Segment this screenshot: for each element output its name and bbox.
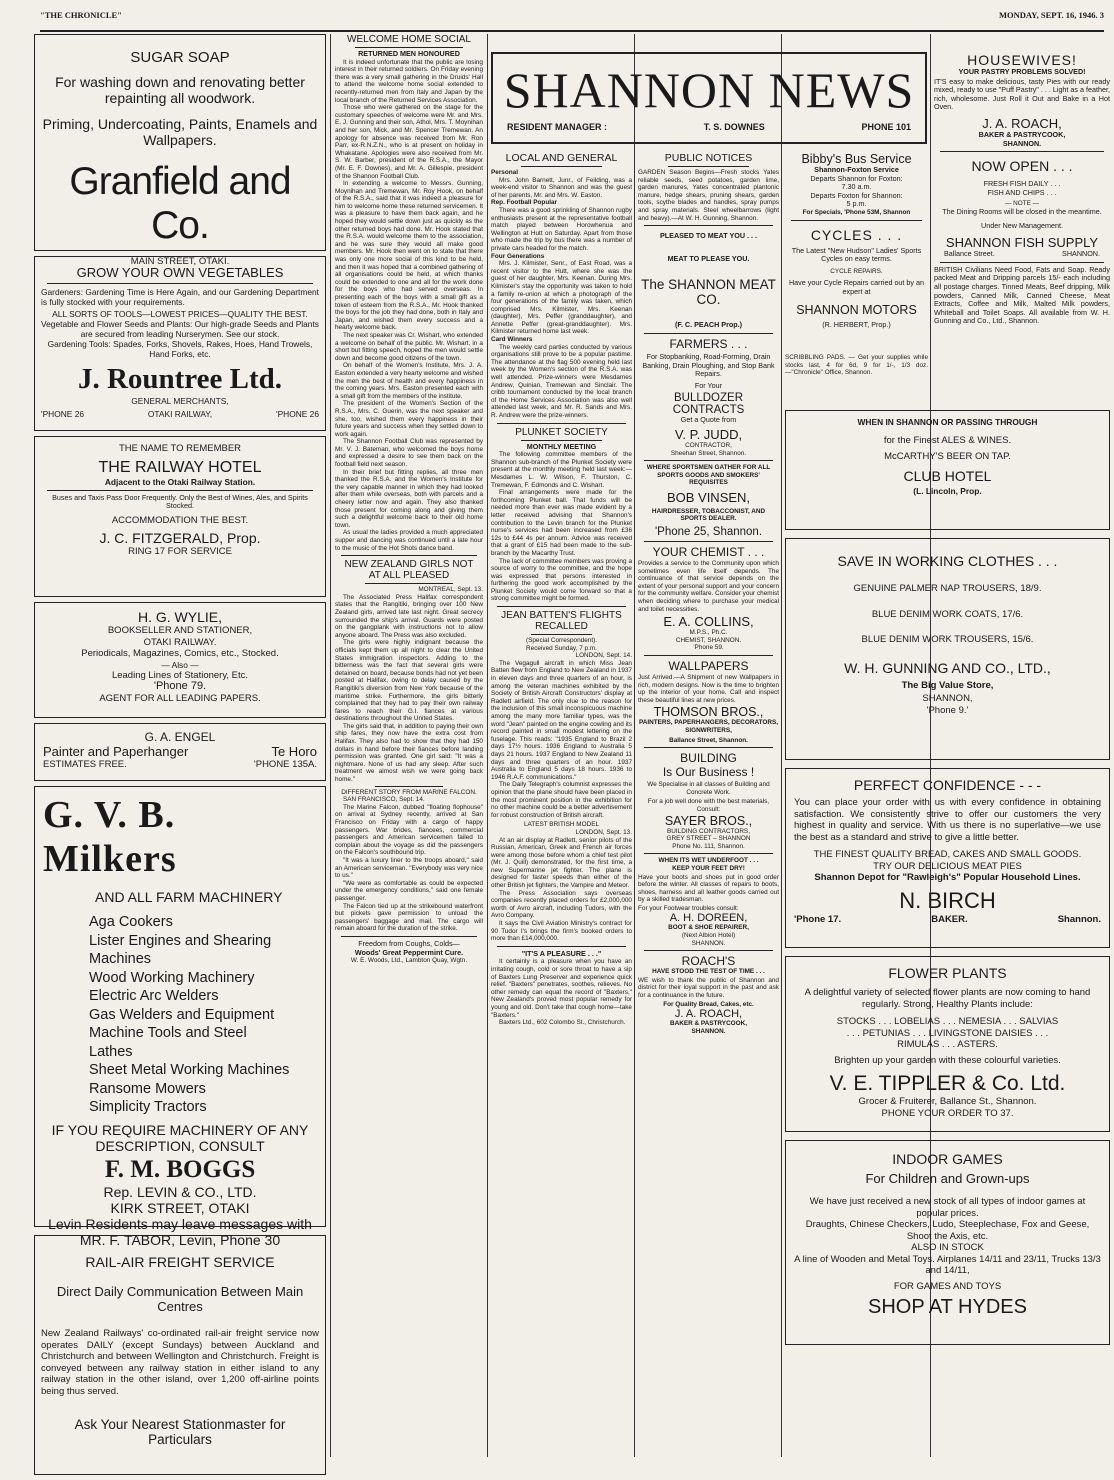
section-heading: Card Winners — [491, 336, 533, 344]
masthead: "THE CHRONICLE" — [40, 10, 122, 20]
ad-text: BOOT & SHOE REPAIRER, — [668, 924, 749, 932]
ad-text: For Quality Bread, Cakes, etc. — [663, 1000, 754, 1008]
column-rule — [634, 34, 635, 1457]
paragraph: At an air display at Radlett, senior pilots of the Russian, American, Greek and French air forces were among those before whom a chief test pilot (Mr. J. Quill) demonstrated, for the first time, a new Supermarine jet fighter. The plane is designed for faster speeds than either of the other British jet fighters, the Vampire and Meteor. — [491, 836, 632, 890]
ad-text: HAIRDRESSER, TOBACCONIST, AND SPORTS DEALER. — [651, 507, 766, 523]
machinery-item: Gas Welders and Equipment — [89, 1006, 275, 1023]
ad-name: SHANNON FISH SUPPLY — [945, 235, 1099, 251]
dateline: MONTREAL, Sept. 13. — [418, 586, 483, 594]
paragraph: The following committee members of the Shannon sub-branch of the Plunket Society were present at the monthly meeting held last week:—Mesdames L. W. Wilson, F. Thurston, C. Tremewan, F. Edmonds and C. Wishart. — [491, 451, 632, 489]
ad-text: BOOKSELLER AND STATIONER, — [107, 625, 253, 636]
ad-text: We Specialise in all classes of Building and Concrete Work. — [647, 781, 770, 796]
phone: 'Phone 59. — [693, 644, 724, 652]
ad-footer — [41, 409, 319, 419]
ad-text: The Big Value Store, — [901, 679, 994, 691]
ad-title: CYCLES . . . — [810, 226, 903, 243]
ad-text: Vegetable and Flower Seeds and Plants: Our high-grade Seeds and Plants are secured from leading Nurserymen. See our stock. — [41, 319, 319, 339]
ad-subtitle: For Children and Grown-ups — [865, 1171, 1030, 1186]
paragraph: The Vegagull aircraft in which Miss Jean Batten flew from England to New Zealand in 1937 in eleven days and three quarters of an hour, is among the veteran machines exhibited by the Society of British Aircraft Constructors' display at Radlett airfield. The only clue to the reason for the inclusion of this small inconspicuous machine among the many more familiar types, was the word "Jean" painted on the engine cowling and its record painted in small modest lettering on the fuselage. This reads: "1935 England to Brazil 2 days 17½ hours. 1936 England to Australia 5 days 21 hours. 1937 England to New Zealand 11 days and three quarters of an hour. 1937 Australia to England 5 days 18 hours. 1936 to 1946 R.A.F. communications." — [491, 659, 632, 781]
column-rule — [487, 34, 488, 1457]
ad-name: F. M. BOGGS — [104, 1155, 256, 1183]
phone: 'Phone 25, Shannon. — [654, 526, 763, 539]
dateline: Received Sunday, 7 p.m. — [526, 644, 597, 652]
ad-text: Woods' Great Peppermint Cure. — [354, 947, 464, 957]
ad-subtitle: Direct Daily Communication Between Main Centres — [56, 1284, 304, 1314]
article-body — [335, 59, 483, 553]
article-headline: NEW ZEALAND GIRLS NOT AT ALL PLEASED — [344, 559, 474, 582]
ad-text: AGENT FOR ALL LEADING PAPERS. — [99, 692, 261, 704]
ad-text: OTAKI RAILWAY, — [147, 409, 213, 419]
article-body — [491, 169, 632, 420]
paragraph: The Daily Telegraph's columnist expresses the opinion that the plane should have been placed in the most prominent position in the exhibition for no other machine could be a better advertisement for robust construction of British aircraft. — [491, 781, 632, 819]
ad-title: "IT'S A PLEASURE . . ." — [521, 948, 602, 958]
ad-text: SHANNON. — [691, 939, 726, 947]
paragraph: The next speaker was Cr. Wishart, who extended a welcome on behalf of the public. Mr. Wishart, in a short but fitting speech, hoped the men would settle down and become good citizens of the town. — [335, 331, 483, 362]
ad-text: Ballance Street. — [944, 249, 995, 259]
ad-row — [43, 759, 317, 771]
ad-text: SHANNON. — [691, 1027, 726, 1035]
notice-text: SCRIBBLING PADS. — Get your supplies while stocks last, 4 for 6d, 9 for 1/-, 1/3 doz.—"Chronicle" Office, Shannon. — [785, 354, 928, 377]
paragraph: Final arrangements were made for the forthcoming Plunket ball. That funds will be needed more than ever was made evident by a letter received advising that Shannon's contribution to the Levin branch for the Plunket nurse's services had been increased from £36 12s to £44 4s per annum. Advice was received that a grant of £15 had been made to the sub-branch by the Macarthy Trust. — [491, 489, 632, 557]
ad-text: IT'S easy to make delicious, tasty Pies with our ready mixed, ready to use "Puff Pastry" . . . Light as a feather, rich, wholesome. Just Roll it Out and Bake in a Hot Oven. — [934, 76, 1110, 112]
notice-text: BRITISH Civilians Need Food, Fats and Soap. Ready packed Meat and Dripping parcels 15/- each including all postage charges. Tinned Meats, Beef dripping, Milk powders, Canned Milk, Canned Cheese, Meat Extracts, Coffee and Milk, Malted Milk powders, Whiteball and Toilet Soaps. All available from W. H. Gunning and Co., Ltd., Shannon. — [934, 264, 1110, 326]
ad-text: Ask Your Nearest Stationmaster for Particulars — [74, 1417, 286, 1447]
section-heading: Rep. Football Popular — [491, 199, 558, 207]
ad-text: FOR GAMES AND TOYS — [893, 1280, 1002, 1292]
ad-name: E. A. COLLINS, — [663, 614, 754, 630]
dateline: LONDON, Sept. 13. — [575, 828, 632, 836]
banner-manager: T. S. DOWNES — [703, 122, 765, 132]
ad-title: Bibby's Bus Service — [801, 152, 912, 166]
article-headline: LOCAL AND GENERAL — [505, 152, 618, 164]
paragraph: It says the Civil Aviation Ministry's contract for 90 Tudor I's brings the firm's booked orders to more than £14,000,000. — [491, 920, 632, 943]
sugar-soap-ad — [34, 34, 326, 267]
phone: 'PHONE 26 — [275, 409, 319, 419]
ad-name: THOMSON BROS., — [653, 705, 764, 720]
ad-text: BUILDING CONTRACTORS, — [667, 827, 750, 835]
column-2 — [335, 34, 483, 965]
ad-text: Gardeners: Gardening Time is Here Again, and our Gardening Department is fully stocked with your requirements. — [41, 287, 319, 307]
ad-title: HOUSEWIVES! — [967, 52, 1077, 68]
paragraph: On behalf of the Women's Institute, Mrs. J. A. Easton extended a very hearty welcome and wished the men the best of health and every happiness in the coming years. Mrs. Easton presented each with a small gift from the members of the institute. — [335, 362, 483, 400]
section-title: SHANNON NEWS — [503, 62, 915, 118]
paragraph: As usual the ladies provided a much appreciated supper and dancing was continued until a late hour to the music of the Hot Shots dance band. — [335, 529, 483, 552]
phone: 'PHONE 26 — [41, 409, 85, 419]
ad-text: HAVE STOOD THE TEST OF TIME . . . — [652, 968, 765, 976]
ad-text: PAINTERS, PAPERHANGERS, DECORATORS, SIGNWRITERS, — [638, 719, 779, 734]
machinery-list — [89, 913, 317, 1117]
ad-text: Departs Foxton for Shannon: — [810, 190, 903, 200]
ad-text: (Next Albion Hotel) — [681, 932, 736, 940]
indoor-games-ad — [785, 1140, 1110, 1345]
article-subhead: RETURNED MEN HONOURED — [358, 49, 460, 58]
rountree-ad — [34, 256, 326, 431]
ad-text: You can place your order with us with every confidence in obtaining satisfaction. We consistently strive to offer our customers the very highest in quality and service. With us there is no superlative—we use the best as a standard and strive to give a little better. — [794, 797, 1101, 843]
paragraph: The Associated Press Halifax correspondent states that the Rangitiki, bringing over 100 New Zealand girls, arrived late last night. Great secrecy surrounded the ship's arrival. Guards were posted on the gangplank with instructions not to allow anyone aboard. The Press was also excluded. — [335, 593, 483, 639]
ad-text: . . . PETUNIAS . . . LIVINGSTONE DAISIES . . . — [846, 1027, 1049, 1039]
phone: 'Phone 9.' — [926, 704, 969, 716]
page-date: MONDAY, SEPT. 16, 1946. 3 — [998, 10, 1104, 20]
ad-text: repainting all woodwork. — [104, 90, 256, 106]
ad-name: SHOP AT HYDES — [868, 1296, 1027, 1318]
ad-text: RING 17 FOR SERVICE — [128, 546, 232, 558]
ad-title: INDOOR GAMES — [892, 1151, 1003, 1167]
ad-text: SHANNON. — [1002, 138, 1042, 148]
ad-name: SAYER BROS., — [664, 813, 753, 828]
ad-text: McCARTHY'S BEER ON TAP. — [884, 450, 1011, 462]
ad-text: (F. C. PEACH Prop.) — [674, 320, 743, 330]
ad-text: Gardening Tools: Spades, Forks, Shovels, Rakes, Hoes, Hand Trowels, Hand Forks, etc. — [47, 339, 313, 359]
paragraph: Mrs. John Barnett, Junr., of Feilding, was a week-end visitor to Shannon and was the guest of her parents, Mr. and Mrs. W. Easton. — [491, 176, 632, 199]
ad-title: PERFECT CONFIDENCE - - - — [853, 777, 1042, 793]
article-subhead: LATEST BRITISH MODEL — [523, 821, 600, 829]
paragraph: The Shannon Football Club was represented by Mr. V. J. Bateman, who welcomed the boys home and expressed a desire to see them back on the football field next season. — [335, 438, 483, 469]
ad-row — [43, 744, 317, 759]
ad-text: MEAT TO PLEASE YOU. — [667, 253, 750, 263]
wide-ad-column — [785, 410, 1110, 1350]
ad-text: THE NAME TO REMEMBER — [118, 443, 242, 454]
ad-title: FARMERS . . . — [669, 336, 748, 351]
machinery-item: Machine Tools and Steel — [89, 1025, 247, 1041]
article-body — [491, 451, 632, 603]
flower-plants-ad — [785, 956, 1110, 1132]
ad-text: Leading Lines of Stationery, Etc. — [111, 669, 249, 681]
article-body — [335, 796, 483, 933]
ad-text: Priming, Undercoating, Paints, Enamels and — [42, 116, 318, 132]
ad-text: Ballance Street, Shannon. — [669, 736, 748, 744]
ad-text: Under New Management. — [981, 220, 1063, 230]
ad-text: — Also — — [161, 659, 199, 670]
machinery-item: Lister Engines and Shearing Machines — [89, 932, 272, 967]
ad-text: For your Footwear troubles consult: — [638, 904, 739, 912]
ad-title: BUILDING — [680, 751, 737, 766]
ad-text: Brighten up your garden with these colourful varieties. — [834, 1054, 1061, 1066]
ad-subtitle: AND ALL FARM MACHINERY — [95, 889, 283, 905]
paragraph: In their brief but fitting replies, all three men thanked the R.S.A. and the Women's Institute for the very capable manner in which they had looked after them while overseas, both with parcels and a cheery letter now and again. They also thanked those present for coming along and giving them such a delightful welcome back to their old home town. — [335, 468, 483, 529]
ad-name: A. H. DOREEN, — [669, 912, 748, 925]
ad-text: Shannon Depot for "Rawleigh's" Popular Household Lines. — [814, 872, 1081, 883]
ad-name: CLUB HOTEL — [903, 468, 992, 484]
ad-text: Sheehan Street, Shannon. — [670, 449, 747, 457]
ad-text: Have your boots and shoes put in good order before the winter. All classes of repairs to boots, shoes, harness and all leather goods carried out by a skilled tradesman. — [638, 873, 779, 904]
ad-name: BOB VINSEN, — [666, 489, 751, 505]
banner-phone: PHONE 101 — [861, 122, 911, 132]
paragraph: The girls said that, in addition to paying their own ship fares, they now have the extra cost from Halifax. They also had to show that they had 150 dollars in hand before their fiances before landing permission was granted. One girl said: "It was a nightmare. None of us had any sleep. After such treatment we almost wish we were going back home." — [335, 722, 483, 784]
phone: PHONE YOUR ORDER TO 37. — [881, 1107, 1014, 1119]
ad-name: J. A. ROACH, — [674, 1008, 743, 1021]
column-6 — [934, 52, 1110, 404]
ad-address: MAIN STREET, OTAKI. — [130, 256, 230, 267]
ad-text: 7.30 a.m. — [841, 182, 872, 192]
working-clothes-ad — [785, 538, 1110, 760]
ad-text: For a job well done with the best materials, Consult: — [647, 798, 770, 813]
wylie-ad — [34, 602, 326, 718]
firm-name: J. Rountree Ltd. — [77, 363, 283, 395]
paragraph: "We were as comfortable as could be expected under the emergency conditions," said one female passenger. — [335, 879, 483, 902]
ad-text: BAKER. — [931, 913, 968, 925]
article-headline: JEAN BATTEN'S FLIGHTS RECALLED — [501, 610, 622, 633]
article-body — [491, 660, 632, 819]
phone: For Specials, 'Phone 53M, Shannon — [802, 208, 911, 216]
article-subhead: MONTHLY MEETING — [526, 441, 597, 451]
ad-text: M.P.S., Ph.C. — [689, 629, 728, 637]
phone: 'Phone 79. — [153, 680, 207, 692]
ad-text: A line of Wooden and Metal Toys. Airplanes 14/11 and 23/11, Trucks 13/3 and 14/11, — [794, 1253, 1101, 1276]
ad-title: SAVE IN WORKING CLOTHES . . . — [837, 553, 1058, 569]
ad-text: New Zealand Railways' co-ordinated rail-air freight service now operates DAILY (except Sundays) between Auckland and Christchurch and between Wellington and Christchurch. Freight is conveyed between any railway station in either island to any railway station in the other island, over 1,200 off-airline points being thus served. — [41, 1328, 319, 1397]
club-hotel-ad — [785, 410, 1110, 530]
ad-row — [794, 914, 1101, 926]
ad-text: CHEMIST, SHANNON. — [675, 636, 742, 644]
ad-text: Te Horo — [271, 744, 317, 759]
ad-title: SUGAR SOAP — [130, 49, 230, 66]
article-subhead: DIFFERENT STORY FROM MARINE FALCON. — [341, 788, 477, 796]
ad-text: We have just received a new stock of all types of indoor games at popular prices. — [809, 1196, 1086, 1219]
column-4 — [638, 152, 779, 1035]
ad-text: SHANNON, — [922, 693, 973, 704]
paragraph: There was a good sprinkling of Shannon rugby enthusiasts present at the representative football match played between Horowhenua and Wellington at Hutt on Saturday. Apart from those who made the trip by bus there was a number of private cars headed for the match. — [491, 206, 632, 252]
ad-name: V. P. JUDD, — [674, 426, 743, 442]
ad-title: RAIL-AIR FREIGHT SERVICE — [85, 1254, 275, 1270]
ad-text: Get a Quote from — [680, 415, 737, 425]
ad-title: THE RAILWAY HOTEL — [98, 458, 262, 476]
ad-text: Shannon. — [1057, 913, 1101, 925]
ad-row — [934, 250, 1110, 259]
ad-text: The Dining Rooms will be closed in the meantime. — [942, 206, 1102, 216]
ad-text: Levin Residents may leave messages with — [48, 1215, 312, 1232]
ad-text: CONTRACTOR, — [685, 441, 732, 449]
machinery-item: Electric Arc Welders — [89, 988, 219, 1004]
ad-text: GREY STREET – SHANNON — [666, 835, 751, 843]
ad-text: RIMULAS . . . ASTERS. — [897, 1039, 998, 1050]
ad-text: THE FINEST QUALITY BREAD, CAKES AND SMALL GOODS. — [813, 849, 1082, 860]
ad-text: Provides a service to the Community upon which sometimes even life itself depends. The continuance of that service depends on the extent of your personal support and your concern for the community welfare. Consider your chemist when deciding where to purchase your medical and toilet necessities. — [638, 560, 779, 613]
ad-text: BAKER & PASTRYCOOK, — [669, 1020, 748, 1028]
paragraph: Mrs. J. Kilmister, Senr., of East Road, was a recent visitor to the Hutt, where she was the guest of her daughter, Mrs. Keenan. During Mrs. Kilmister's stay the opportunity was taken to hold a family re-union at which a photograph of the four generations of the family was taken, which comprised Mrs. Kilmister, Mrs. Keenan (daughter), Mrs. Peffer (granddaughter), and Annette Peffer (great-granddaughter). Mrs. Kilmister returned home last week. — [491, 260, 632, 336]
phone: 'Phone 17. — [794, 913, 842, 925]
notice-text: GARDEN Season Begins—Fresh stocks Yates reliable seeds, seed potatoes, garden lime, garden manures, Yates concentrated plantonic manure, hedge shears, pruning shears, garden tools, scythe blades and handles, spray pumps and spray materials. Steel wheelbarrows (light and heavy).—At W. H. Gunning, Shannon. — [638, 169, 779, 222]
ad-text: Baxters Ltd., 602 Colombo St., Christchurch. — [499, 1019, 626, 1027]
dateline: LONDON, Sept. 14. — [575, 652, 632, 660]
ad-text: OTAKI RAILWAY. — [143, 636, 217, 648]
article-headline: PLUNKET SOCIETY — [515, 426, 608, 438]
ad-text: KIRK STREET, OTAKI — [110, 1199, 250, 1216]
ad-text: FISH AND CHIPS . . . — [987, 187, 1057, 197]
ad-name: SHANNON MOTORS — [796, 302, 917, 317]
firm-name: Granfield and Co. — [69, 160, 291, 247]
paragraph: The weekly card parties conducted by various organisations still prove to be a popular pastime. The attendance at the flag 500 evening held last week by the Women's section of the R.S.A. was well attended. Prize-winners were Mesdames Andrew, Quinian, Tremewan and Sinclair. The cribb tournament conducted by the local branch of the Home Services Association was also well attended last week, and Mr. R. Sands and Mrs. R. Andrew were the prize-winners. — [491, 343, 632, 419]
ad-name: BULLDOZER CONTRACTS — [672, 392, 745, 417]
ad-title: WALLPAPERS — [668, 659, 749, 673]
article-headline: WELCOME HOME SOCIAL — [347, 34, 471, 45]
ad-text: FRESH FISH DAILY . . . — [983, 179, 1061, 189]
ad-name: J. C. FITZGERALD, Prop. — [99, 530, 261, 547]
ad-title: H. G. WYLIE, — [137, 609, 222, 625]
paragraph: SAN FRANCISCO, Sept. 14. — [343, 796, 425, 804]
ad-title: FLOWER PLANTS — [888, 965, 1007, 981]
ad-text: DESCRIPTION, CONSULT — [95, 1137, 265, 1154]
ad-text: Shannon-Foxton Service — [814, 165, 899, 174]
ad-text: Wallpapers. — [143, 132, 217, 148]
ad-text: ALSO IN STOCK — [911, 1242, 984, 1253]
ad-text: ESTIMATES FREE. — [43, 759, 127, 770]
ad-title: YOUR CHEMIST . . . — [652, 545, 765, 560]
ad-text: ACCOMMODATION THE BEST. — [111, 514, 249, 526]
column-1 — [34, 34, 326, 1480]
ad-text: For washing down and renovating better — [55, 74, 305, 90]
ad-text: Just Arrived.—A Shipment of new Wallpapers in rich, modern designs. Now is the time to brighten up the interior of your home. Call and inspect these beautiful lines at new prices. — [638, 674, 779, 704]
ad-text: (R. HERBERT, Prop.) — [822, 319, 891, 329]
ad-text: SHANNON. — [1062, 249, 1100, 259]
machinery-item: Lathes — [89, 1043, 133, 1060]
ad-text: MR. F. TABOR, Levin, Phone 30 — [79, 1231, 281, 1248]
ad-text: BLUE DENIM WORK TROUSERS, 15/6. — [861, 634, 1034, 645]
column-rule — [781, 34, 782, 1457]
ad-text: STOCKS . . . LOBELIAS . . . NEMESIA . . . SALVIAS — [836, 1016, 1059, 1027]
ad-text: (L. Lincoln, Prop. — [913, 486, 982, 496]
gvb-milkers-ad — [34, 786, 326, 1248]
ad-text: Rep. LEVIN & CO., LTD. — [103, 1183, 257, 1200]
ad-text: GENUINE PALMER NAP TROUSERS, 18/9. — [853, 583, 1042, 594]
paragraph: The president of the Women's Section of the R.S.A., Mrs. C. Guerin, was the next speaker and she, too, wished them every happiness in their future years and success when they settled down to work again. — [335, 400, 483, 438]
ad-text: CYCLE REPAIRS. — [830, 267, 883, 275]
article-body — [491, 837, 632, 943]
ad-text: Departs Shannon for Foxton: — [810, 173, 903, 183]
ad-text: For Your — [694, 380, 723, 390]
ad-text: For Stopbanking, Road-Forming, Drain Banking, Drain Ploughing, and Stop Bank Repairs. — [642, 351, 775, 379]
paragraph: In extending a welcome to Messrs. Gunning, Moynihan and Tremewan, Mr. Roy Hook, on behalf of the R.S.A., said that it was indeed a pleasure for him to welcome home these returned servicemen. It was a pleasure to have them back again, and he hoped they would settle down just as quickly as the other returned boys had done. Mr. Hook stated that the R.S.A. would welcome them to the association, and he was sure they would all make good members. Mr. Hook then went on to state that there was only one more social of this kind to be held, and then it was hoped that a combined gathering of all organisations could be held, at which thanks could be extended to one and all for the work done for the boys who had served overseas. In presenting each of the boys with a small gift as a token of esteem from the R.S.A., Mr. Hook thanked the boys for the job they had done, both in Italy and Japan, and wished them every success and a hearty welcome back. — [335, 180, 483, 332]
ad-text: A delightful variety of selected flower plants are now coming to hand regularly. Strong, Healthy Plants include: — [804, 987, 1091, 1010]
ad-title: G. A. ENGEL — [144, 730, 216, 744]
ad-title: GROW YOUR OWN VEGETABLES — [76, 265, 284, 280]
banner-label: RESIDENT MANAGER : — [507, 122, 608, 132]
ad-name: The SHANNON MEAT CO. — [641, 277, 776, 308]
ad-title: KEEP YOUR FEET DRY! — [672, 864, 745, 872]
shannon-news-banner — [491, 52, 927, 144]
ad-text: IF YOU REQUIRE MACHINERY OF ANY — [51, 1121, 309, 1138]
paragraph: The lack of committee members was proving a source of worry to the committee, and the hope was expressed that persons interested in furthering the good work accomplished by the Plunket Society would come forward so that a strong committee might be formed. — [491, 557, 632, 603]
ad-text: 5 p.m. — [846, 199, 867, 209]
phone: 'PHONE 135A. — [253, 759, 317, 770]
column-3 — [491, 152, 632, 1027]
ad-title: ROACH'S — [681, 954, 736, 969]
page-header — [40, 6, 1104, 32]
ad-text: W. E. Woods, Ltd., Lambton Quay, Wgtn. — [350, 957, 468, 965]
paragraph: The Falcon tied up at the strikebound waterfront but pickets gave permission to unload the passengers' baggage and mail. The cargo will remain aboard for the duration of the strike. — [335, 902, 483, 933]
ad-title: NOW OPEN . . . — [971, 158, 1073, 175]
ad-text: Have your Cycle Repairs carried out by an expert at — [788, 278, 925, 296]
ad-text: for the Finest ALES & WINES. — [883, 435, 1012, 446]
paragraph: The Marine Falcon, dubbed "floating flophouse" on arrival at Sydney recently, arrived at San Francisco on Friday with a cargo of happy passengers. War brides, fiancees, commercial passengers and American servicemen failed to complain about the voyage as did the passengers on the Falcon's southbound trip. — [335, 803, 483, 857]
ad-text: Grocer & Fruiterer, Ballance St., Shannon. — [858, 1096, 1037, 1107]
ad-text: GENERAL MERCHANTS, — [131, 396, 229, 406]
ad-text: Periodicals, Magazines, Comics, etc., Stocked. — [81, 648, 279, 659]
paragraph: "It was a luxury liner to the troops aboard," said an American serviceman. "Everybody was very nice to us." — [335, 856, 483, 880]
ad-title: G. V. B. Milkers — [43, 794, 177, 880]
ad-title: Is Our Business ! — [662, 765, 755, 780]
section-heading: Four Generations — [491, 252, 545, 260]
rail-air-ad — [34, 1235, 326, 1475]
paragraph: Those who were gathered on the stage for the customary speeches of welcome were Mr. and Mrs. E. J. Gunning and their son, Athol, Mrs. T. Moynihan and her son, Mick, and Mr. Spencer Tremewan. An apology for absence was received from Mr. Ron Parr, ex-R.N.Z.N., who is at present on holiday in Whakatane. Apologies were also received from Mr. S. W. Barber, president of the R.S.A., the Mayor (Mr. E. F. Downes), and Mr. A. Gillespie, president of the Shannon Football Club. — [335, 104, 483, 180]
ad-text: The Latest "New Hudson" Ladies' Sports Cycles on easy terms. — [791, 245, 922, 264]
ad-text: BAKER & PASTRYCOOK, — [978, 129, 1066, 139]
ad-title: WHEN IN SHANNON OR PASSING THROUGH — [857, 417, 1038, 427]
machinery-item: Wood Working Machinery — [89, 969, 255, 986]
phone: Phone No. 111, Shannon. — [672, 842, 745, 850]
paragraph: The Press Association says overseas companies recently placed orders for £2,000,000 worth of Avro aircraft, including Tudors, with the Avro Company. — [491, 889, 632, 920]
ad-text: PLEASED TO MEAT YOU . . . — [659, 231, 758, 241]
ad-text: Buses and Taxis Pass Door Frequently. Only the Best of Wines, Ales, and Spirits Stocked. — [52, 492, 308, 511]
ad-text: Draughts, Chinese Checkers, Ludo, Steeplechase, Fox and Geese, Shoot the Axis, etc. — [805, 1219, 1090, 1242]
column-rule — [330, 34, 331, 1457]
ad-text: ALL SORTS OF TOOLS—LOWEST PRICES—QUALITY THE BEST. — [52, 309, 308, 319]
ad-name: V. E. TIPPLER & Co. Ltd. — [829, 1072, 1066, 1095]
paragraph: The girls were highly indignant because the officials kept them up all night to clear the United States immigration inspectors. Adding to the bitterness was the fact that several girls were detained on board, because bonds had not yet been posted at Halifax, owing to delay caused by the Rangitiki's diversion from New York because of the maritime strike. Furthermore, the girls bitterly complained that they had to pay their own railway fares to reach their G.I. fiances at various destinations throughout the United States. — [335, 639, 483, 723]
perfect-confidence-ad — [785, 768, 1110, 948]
section-heading: Personal — [491, 169, 518, 176]
ad-name: N. BIRCH — [899, 887, 996, 913]
section-title: PUBLIC NOTICES — [664, 152, 753, 164]
machinery-item: Ransome Mowers — [89, 1080, 206, 1097]
ad-title: WHEN ITS WET UNDERFOOT . . . — [658, 857, 759, 865]
machinery-item: Simplicity Tractors — [89, 1099, 207, 1115]
dateline: (Special Correspondent). — [525, 637, 598, 645]
ad-text: — NOTE — — [1004, 200, 1040, 208]
ad-text: BLUE DENIM WORK COATS, 17/6. — [871, 608, 1024, 620]
ad-text: TRY OUR DELICIOUS MEAT PIES — [873, 860, 1022, 872]
railway-hotel-ad — [34, 436, 326, 597]
machinery-item: Sheet Metal Working Machines — [89, 1062, 290, 1078]
ad-name: W. H. GUNNING AND CO., LTD., — [844, 659, 1051, 676]
ad-text: Painter and Paperhanger — [43, 744, 189, 759]
engel-ad — [34, 723, 326, 781]
ad-name: J. A. ROACH, — [982, 115, 1062, 131]
ad-text: Freedom from Coughs, Colds— — [358, 938, 460, 948]
ad-text: WHERE SPORTSMEN GATHER FOR ALL SPORTS GOODS AND SMOKERS' REQUISITES — [646, 464, 771, 487]
ad-text: It certainly is a pleasure when you have an irritating cough, cold or sore throat to have a sip of Baxters Lung Preserver and experience quick relief. "Baxters" penetrates, soothes, relieves. No other remedy can equal the record of "Baxters," New Zealand's proved most popular remedy for young and old. Don't take that cough home—take "Baxters." — [491, 958, 632, 1019]
article-body — [335, 594, 483, 784]
ad-text: Adjacent to the Otaki Railway Station. — [104, 476, 256, 487]
paragraph: It is indeed unfortunate that the public are losing interest in their returned soldiers. On Friday evening there was a very small gathering in the Druids' Hall to attend the welcome home social extended to recently-returned men from Italy and Japan by the local branch of the Returned Services Association. — [335, 58, 483, 104]
ad-subtitle: YOUR PASTRY PROBLEMS SOLVED! — [958, 67, 1086, 76]
banner-footer — [493, 118, 925, 132]
machinery-item: Aga Cookers — [89, 914, 173, 930]
ad-text: WE wish to thank the public of Shannon and district for their loyal support in the past and ask for a continuance in the future. — [638, 976, 779, 1000]
